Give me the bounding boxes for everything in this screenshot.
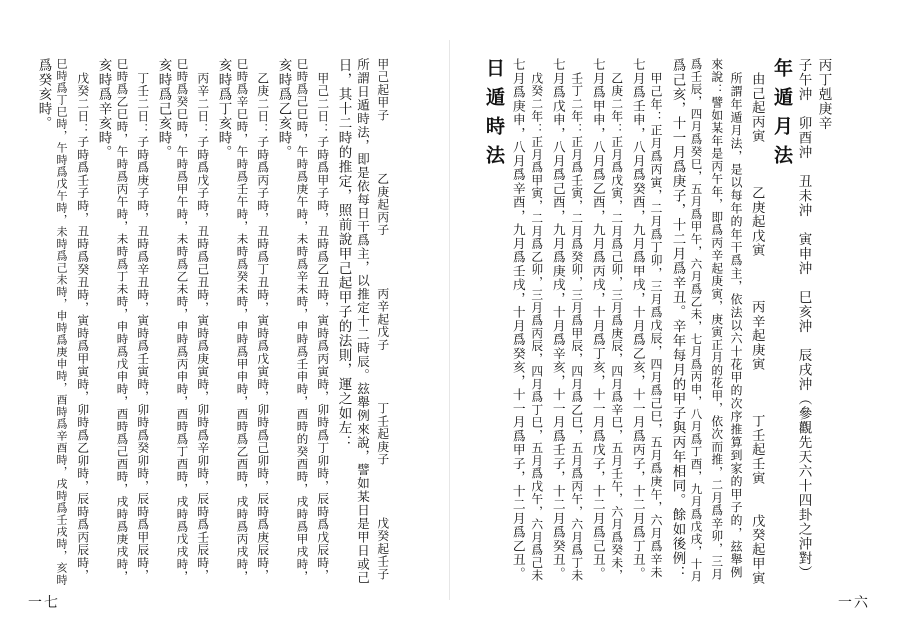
text-column: 爲癸亥時。 — [35, 58, 52, 131]
text-column: 由己起丙寅 乙庚起戊寅 丙辛起庚寅 丁壬起壬寅 戊癸起甲寅 — [749, 72, 765, 585]
text-column: 日，其十二時的推定，照前說甲己起甲子的法則，運之如左： — [335, 58, 352, 450]
text-column: 甲己年：正月爲丙寅，二月爲丁卯，三月爲戊辰，四月爲己巳，五月爲庚午，六月爲辛未 — [649, 72, 663, 579]
section-heading: 年遁月法 — [771, 58, 793, 174]
text-column: 戊癸二日：子時爲壬子時，丑時爲癸丑時，寅時爲甲寅時，卯時爲乙卯時，辰時爲丙辰時， — [75, 72, 90, 582]
text-column: 丙辛二日：子時爲戊子時，丑時爲己丑時，寅時爲庚寅時，卯時爲辛卯時，辰時爲壬辰時， — [195, 72, 210, 582]
text-column: 甲己起甲子 乙庚起丙子 丙辛起戊子 丁壬起庚子 戊癸起壬子 — [375, 58, 390, 581]
page-number: 一七 — [28, 595, 60, 611]
text-column: 七月爲戊申，八月爲己酉，九月爲庚戌，十月爲辛亥，十一月爲壬子，十二月爲癸丑。 — [549, 58, 565, 581]
text-column: 亥時爲丁亥時。 — [215, 58, 232, 160]
text-column: 乙庚二日：子時爲丙子時，丑時爲丁丑時，寅時爲戊寅時，卯時爲己卯時，辰時爲庚辰時， — [255, 72, 270, 582]
text-column: 巳時爲辛巳時，午時爲壬午時，未時爲癸未時，申時爲甲申時，酉時爲乙酉時，戌時爲丙戌時， — [235, 58, 250, 583]
text-column: 乙庚二年：正月爲戊寅，二月爲己卯，三月爲庚辰，四月爲辛巳，五月壬午，六月爲癸未， — [609, 72, 624, 582]
text-column: 七月爲庚申，八月爲辛酉，九月爲壬戌，十月爲癸亥，十一月爲甲子，十二月爲乙丑。 — [509, 58, 525, 581]
section-heading: 日遁時法 — [483, 58, 505, 174]
page-number: 一六 — [838, 595, 870, 611]
text-column: 巳時爲己巳時，午時爲庚午時，未時爲辛未時，申時爲壬申時，酉時的癸酉時，戌時爲甲戌時， — [295, 58, 310, 583]
text-column: 丁壬二日：子時爲庚子時，丑時爲辛丑時，寅時爲壬寅時，卯時爲癸卯時，辰時爲甲辰時， — [135, 72, 150, 582]
text-column: 壬丁二年：正月爲壬寅，二月爲癸卯，三月爲甲辰，四月爲乙巳，五月爲丙午，六月爲丁未 — [569, 72, 584, 582]
text-column: 巳時爲癸巳時，午時爲甲午時，未時爲乙未時，申時爲丙申時，酉時爲丁酉時，戌時爲戊戌時， — [175, 58, 190, 583]
text-column: 七月爲壬申，八月爲癸酉，九月爲甲戌，十月爲乙亥，十一月爲丙子，十二月爲丁丑。 — [629, 58, 645, 581]
text-column: 戊癸二年：正月爲甲寅，二月爲乙卯，三月爲丙辰，四月爲丁巳，五月爲戊午，六月爲己未 — [529, 72, 544, 582]
text-column: 所謂日遁時法，即是依每日干爲主，以推定十二時辰。玆舉例來說，譬如某日是甲日或己 — [355, 58, 371, 585]
text-column: 亥時爲乙亥時。 — [275, 58, 292, 160]
text-column: 爲己亥，十一月爲庚子，十二月爲辛丑。辛年每月的甲子與丙年相同。餘如後例： — [669, 58, 686, 580]
text-column: 爲壬辰，四月爲癸巳，五月爲甲午，六月爲乙未，七月爲丙申，八月爲丁酉，九月爲戊戌，十月 — [689, 58, 704, 583]
text-column: 子午沖 卯酉沖 丑未沖 寅申沖 巳亥沖 辰戌沖（參觀先天六十四卦之沖對） — [795, 58, 812, 580]
text-column: 巳時爲丁巳時，午時爲戊午時，未時爲己未時，申時爲庚申時，酉時爲辛酉時，戌時爲壬戌時，亥時 — [55, 58, 68, 586]
text-column: 亥時爲辛亥時。 — [95, 58, 112, 160]
text-column: 甲己二日：子時爲甲子時，丑時爲乙丑時，寅時爲丙寅時，卯時爲丁卯時，辰時爲戊辰時， — [315, 72, 330, 582]
text-column: 來說：譬如某年是丙午年，即爲丙辛起庚寅，庚寅正月的花甲，依次而推，二月爲辛卯，三月 — [709, 58, 724, 581]
text-column: 丙丁剋庚辛 — [815, 58, 832, 131]
text-column: 亥時爲己亥時。 — [155, 58, 172, 160]
text-column: 所謂年遁月法，是以每年的年干爲主，依法以六十花甲的次序推算到家的甲子的，玆舉例 — [729, 72, 743, 579]
text-column: 巳時爲乙巳時，午時爲丙午時，未時爲丁未時，申時爲戊申時，酉時爲己酉時，戌時爲庚戌時， — [115, 58, 130, 583]
text-column: 七月爲甲申，八月爲乙酉，九月爲丙戌，十月爲丁亥，十一月爲戊子，十二月爲己丑。 — [589, 58, 605, 581]
right-page — [450, 0, 900, 638]
